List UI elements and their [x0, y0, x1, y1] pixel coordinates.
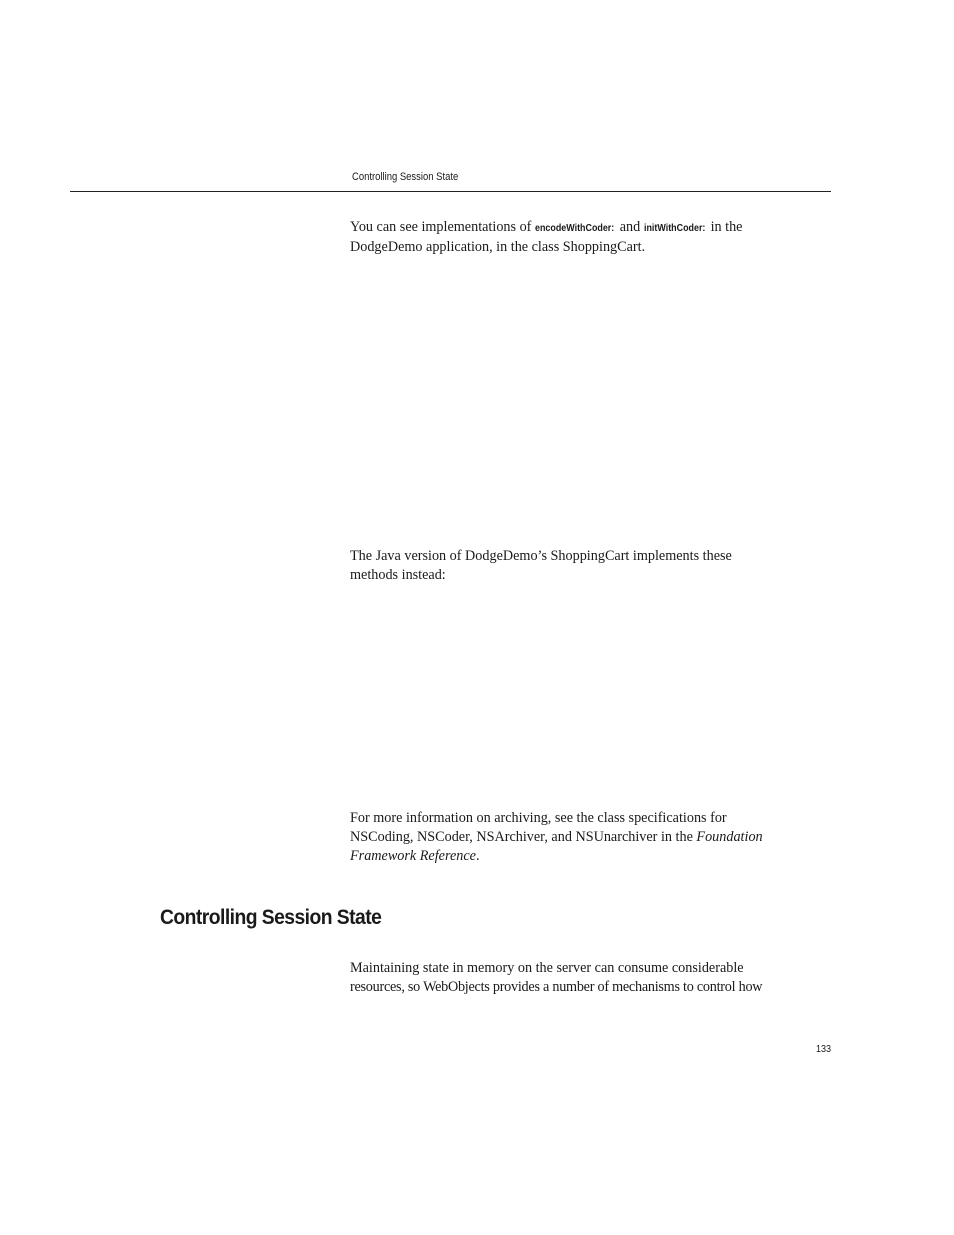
header-rule [70, 191, 831, 192]
paragraph-line [350, 218, 810, 238]
paragraph-line: DodgeDemo application, in the class ShoppingCart. [350, 239, 646, 255]
paragraph-implementations [350, 218, 810, 257]
text-run: NSCoding, NSCoder, NSArchiver, and NSUnarchiver in the [350, 829, 697, 845]
paragraph-line: For more information on archiving, see the class specifications for [350, 810, 727, 826]
text-run: in the [707, 219, 743, 235]
section-heading: Controlling Session State [160, 906, 382, 929]
running-header: Controlling Session State [352, 171, 459, 183]
paragraph-line [350, 828, 810, 847]
book-title-framework-reference: Framework Reference [350, 848, 476, 864]
text-run: and [616, 219, 644, 235]
paragraph-line [350, 847, 810, 866]
paragraph-line: Maintaining state in memory on the server can consume considerable [350, 960, 744, 976]
text-run: You can see implementations of [350, 219, 535, 235]
text-run: . [475, 848, 480, 864]
paragraph-line: The Java version of DodgeDemo’s ShoppingCart implements these [350, 548, 732, 564]
page-number: 133 [816, 1043, 832, 1055]
paragraph-archiving-info [350, 809, 810, 866]
paragraph-java-version [350, 547, 810, 585]
paragraph-line: methods instead: [350, 567, 446, 583]
paragraph-maintaining-state [350, 959, 810, 997]
code-initwithcoder: initWithCoder: [643, 222, 706, 234]
code-encodewithcoder: encodeWithCoder: [534, 222, 615, 234]
paragraph-line: resources, so WebObjects provides a number of mechanisms to control how [350, 979, 763, 995]
book-title-foundation: Foundation [696, 829, 763, 845]
